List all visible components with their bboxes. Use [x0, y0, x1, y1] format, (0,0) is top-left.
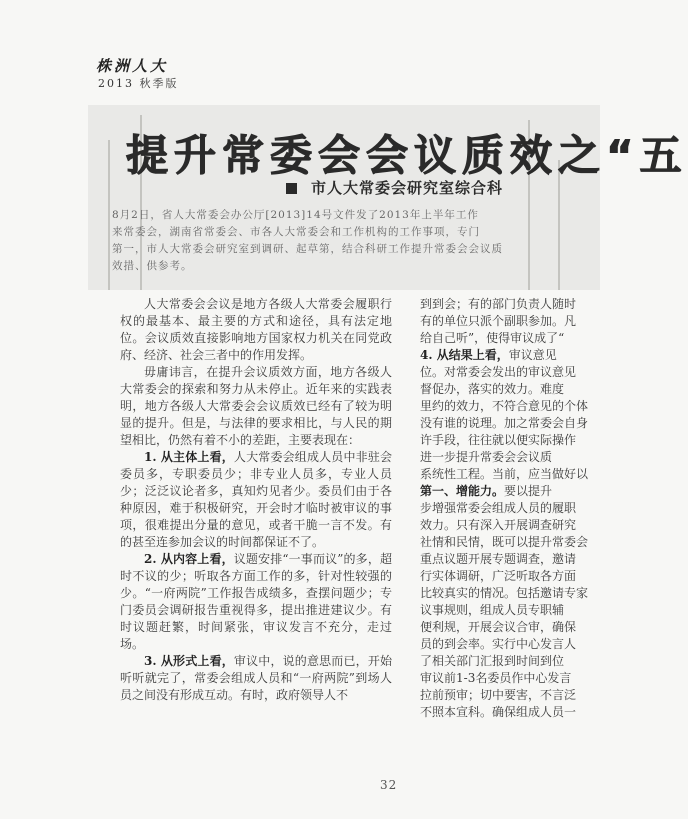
article-lead — [112, 207, 602, 275]
article-headline: 提升常委会会议质效之“五 — [126, 131, 688, 180]
paragraph — [120, 551, 392, 653]
paragraph-text: 员的到会率。实行中心发言人 — [420, 637, 577, 651]
paragraph — [420, 619, 600, 636]
page-number: 32 — [380, 778, 398, 792]
paragraph-text: 议题安排“一事而议”的多，超时不议的少；听取各方面工作的多，针对性较强的少。“一府两院”工作报告成绩多，查摆问题少；专门委员会调研报告重视得多，提出推进建议少。有时议题赶繁，时间紧张，审议发言不充分，走过场。 — [120, 552, 392, 651]
paragraph — [420, 347, 600, 364]
paragraph-text: 行实体调研，广泛听取各方面 — [420, 569, 577, 583]
byline-text: 市人大常委会研究室综合科 — [311, 179, 504, 197]
paragraph — [420, 670, 600, 687]
paragraph — [120, 296, 392, 364]
paragraph — [420, 330, 600, 347]
paragraph-text: 许手段，往往就以便实际操作 — [420, 433, 577, 447]
paragraph-lead: 3. 从形式上看， — [144, 654, 234, 668]
paragraph-text: 便利规，开展会议合审，确保 — [420, 620, 577, 634]
paragraph-text: 到到会；有的部门负责人随时 — [420, 297, 577, 311]
paragraph-text: 比较真实的情况。包括邀请专家 — [420, 586, 589, 600]
left-column — [120, 296, 392, 704]
paragraph — [420, 687, 600, 704]
paragraph-lead: 第一、增能力。 — [420, 484, 505, 498]
paragraph-lead: 2. 从内容上看， — [144, 552, 234, 566]
paragraph-text: 督促办，落实的效力。难度 — [420, 382, 565, 396]
paragraph — [420, 296, 600, 313]
paragraph-text: 里约的效力，不符合意见的个体 — [420, 399, 589, 413]
masthead — [96, 55, 226, 95]
paragraph — [420, 534, 600, 551]
paragraph-text: 不照本宣科。确保组成人员一 — [420, 705, 577, 719]
paragraph-text: 人大常委会会议是地方各级人大常委会履职行权的最基本、最主要的方式和途径，具有法定地位。会议质效直接影响地方国家权力机关在同党政府、经济、社会三者中的作用发挥。 — [120, 297, 392, 362]
paragraph — [120, 449, 392, 551]
title-banner — [88, 105, 688, 290]
paragraph — [420, 568, 600, 585]
reed-decoration — [108, 140, 110, 290]
right-column — [420, 296, 600, 721]
paragraph-text: 社情和民情，既可以提升常委会 — [420, 535, 589, 549]
paragraph — [420, 398, 600, 415]
paragraph-text: 给自己听”，使得审议成了“ — [420, 331, 565, 345]
paragraph — [420, 313, 600, 330]
paragraph — [420, 585, 600, 602]
paragraph — [420, 500, 600, 517]
lead-line: 来常委会，湖南省常委会、市各人大常委会和工作机构的工作事项，专门 — [112, 226, 480, 238]
masthead-issue: 2013 秋季版 — [98, 77, 179, 90]
paragraph-text: 审议意见 — [508, 348, 557, 362]
lead-line: 效措、供参考。 — [112, 260, 193, 272]
paragraph-text: 步增强常委会组成人员的履职 — [420, 501, 577, 515]
article-byline — [286, 177, 503, 198]
paragraph-text: 进一步提升常委会会议质 — [420, 450, 553, 464]
paragraph — [420, 466, 600, 483]
paragraph-text: 系统性工程。当前，应当做好以 — [420, 467, 589, 481]
paragraph — [420, 517, 600, 534]
paragraph-text: 没有谁的说理。加之常委会自身 — [420, 416, 589, 430]
paragraph — [420, 636, 600, 653]
paragraph — [420, 381, 600, 398]
paragraph — [420, 704, 600, 721]
paragraph-lead: 1. 从主体上看， — [144, 450, 234, 464]
paragraph-text: 有的单位只派个副职参加。凡 — [420, 314, 577, 328]
paragraph — [420, 432, 600, 449]
paragraph-text: 位。对常委会发出的审议意见 — [420, 365, 577, 379]
paragraph-text: 审议中，说的意思而已，开始听听就完了，常委会组成人员和“一府两院”到场人员之间没有形成互动。有时，政府领导人不 — [120, 654, 392, 702]
paragraph — [420, 364, 600, 381]
paragraph-text: 议事规则，组成人员专职辅 — [420, 603, 565, 617]
paragraph-text: 要以提升 — [504, 484, 553, 498]
paragraph-lead: 4. 从结果上看， — [420, 348, 509, 362]
paragraph-text: 了相关部门汇报到时间到位 — [420, 654, 565, 668]
lead-line: 第一，市人大常委会研究室到调研、起草第，结合科研工作提升常委会会议质 — [112, 243, 503, 255]
paragraph-text: 审议前1-3名委员作中心发言 — [420, 671, 572, 685]
square-bullet-icon — [286, 183, 297, 194]
paragraph — [420, 551, 600, 568]
paragraph — [120, 653, 392, 704]
paragraph — [420, 449, 600, 466]
paragraph — [420, 483, 600, 500]
paragraph — [420, 653, 600, 670]
paragraph — [420, 602, 600, 619]
paragraph-text: 重点议题开展专题调查，邀请 — [420, 552, 577, 566]
paragraph — [120, 364, 392, 449]
paragraph-text: 拉前预审；切中要害，不言泛 — [420, 688, 577, 702]
masthead-title: 株洲人大 — [96, 57, 169, 75]
paragraph-text: 人大常委会组成人员中非驻会委员多，专职委员少；非专业人员多，专业人员少；泛泛议论者多，真知灼见者少。委员们由于各种原因，难于积极研究，开会时才临时被审议的事项，很难提出分量的意见，或者干脆一言不发。有的甚至连参加会议的时间都保证不了。 — [120, 450, 392, 549]
lead-line: 8月2日，省人大常委会办公厅[2013]14号文件发了2013年上半年工作 — [112, 209, 479, 221]
paragraph-text: 毋庸讳言，在提升会议质效方面，地方各级人大常委会的探索和努力从未停止。近年来的实践表明，地方各级人大常委会会议质效已经有了较为明显的提升。但是，与法律的要求相比，与人民的期望相比，仍然有着不小的差距，主要表现在： — [120, 365, 392, 447]
paragraph — [420, 415, 600, 432]
paragraph-text: 效力。只有深入开展调查研究 — [420, 518, 577, 532]
